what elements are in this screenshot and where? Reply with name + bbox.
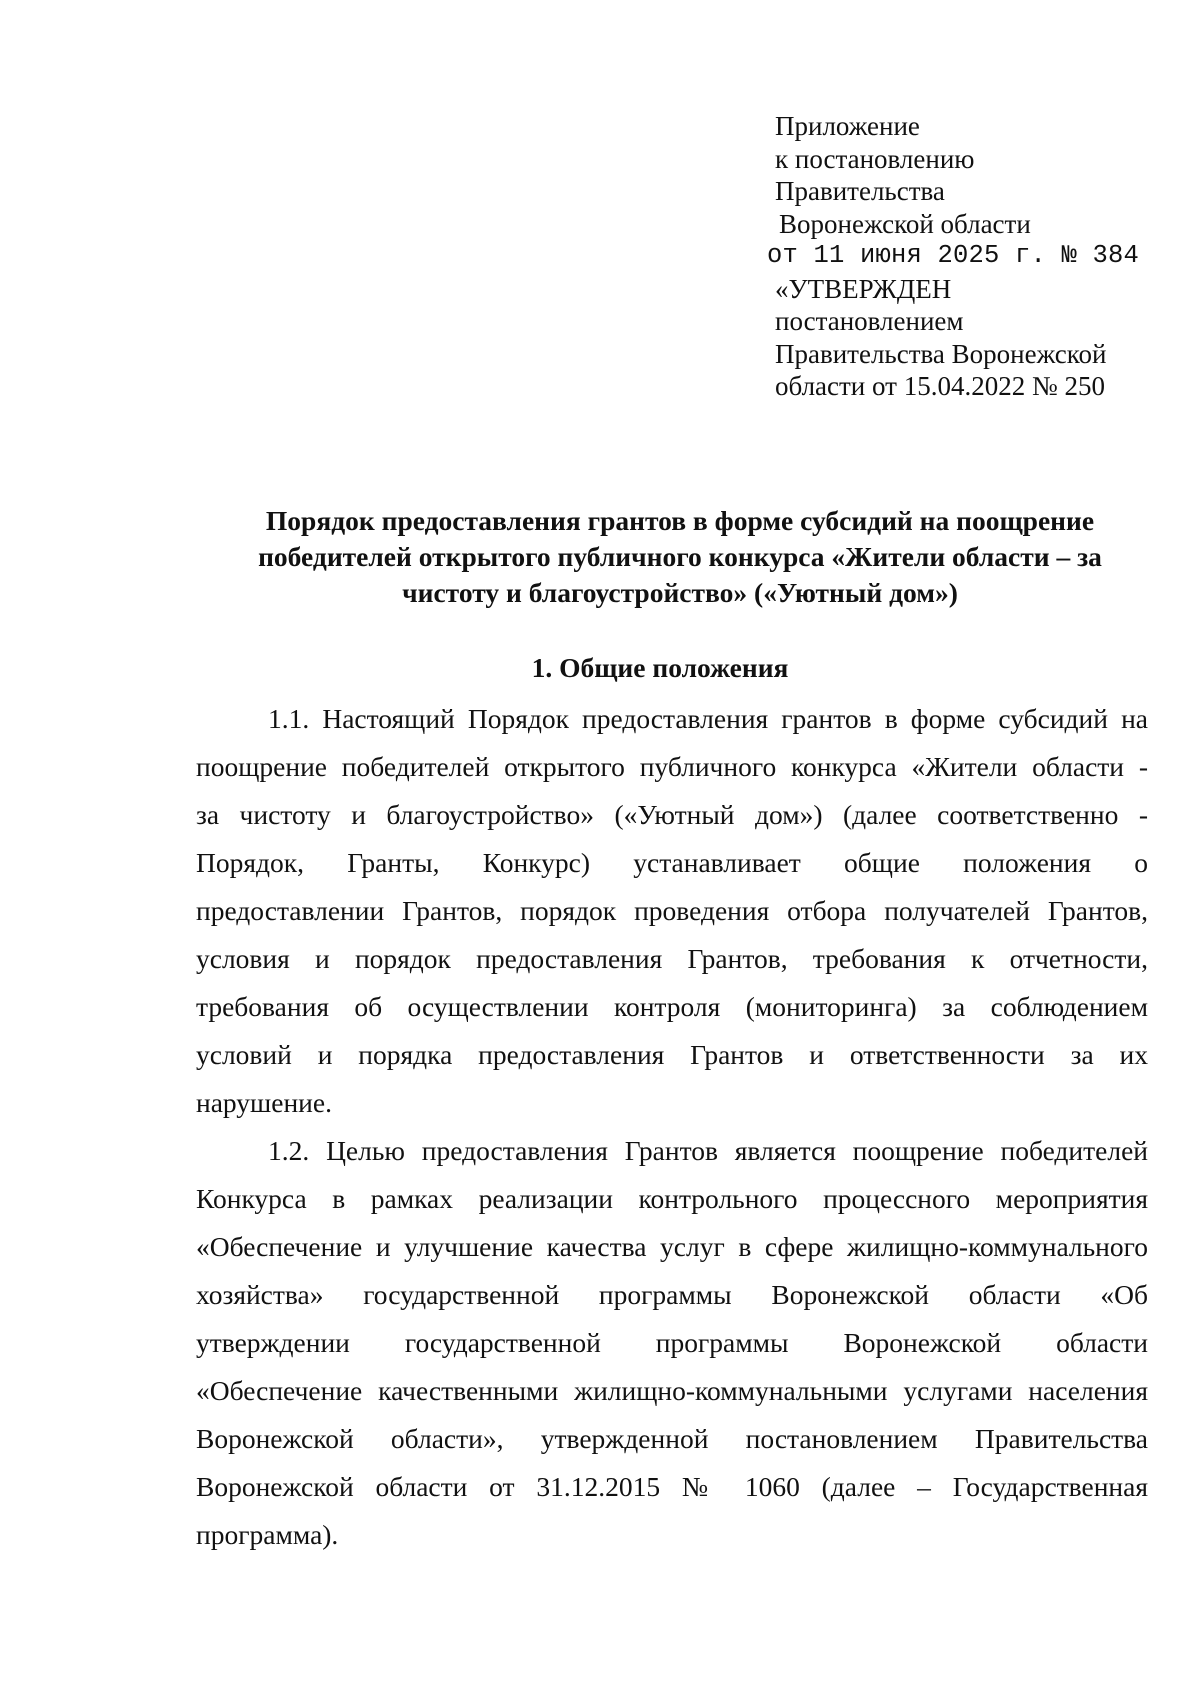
paragraph-line: поощрение победителей открытого публичного конкурса «Жители области - <box>196 751 1148 782</box>
annex-date-number-stamp: от 11 июня 2025 г. № 384 <box>767 241 1140 270</box>
paragraph-line: Воронежской области», утвержденной постановлением Правительства <box>196 1423 1148 1454</box>
section-heading: 1. Общие положения <box>531 652 789 683</box>
paragraph-line: утверждении государственной программы Воронежской области <box>196 1327 1148 1358</box>
paragraph-line: Воронежской области от 31.12.2015 № 1060 (далее – Государственная <box>196 1471 1148 1502</box>
paragraph-line: предоставлении Грантов, порядок проведения отбора получателей Грантов, <box>196 895 1148 926</box>
paragraph-line: хозяйства» государственной программы Воронежской области «Об <box>196 1279 1148 1310</box>
paragraph-line: «Обеспечение качественными жилищно-коммунальными услугами населения <box>196 1375 1148 1406</box>
title-line: чистоту и благоустройство» («Уютный дом») <box>402 577 958 608</box>
annex-to-resolution: к постановлению <box>775 143 975 174</box>
paragraph-line: за чистоту и благоустройство» («Уютный дом») (далее соответственно - <box>196 799 1148 830</box>
paragraph-1-1 <box>196 695 1148 1127</box>
annex-block <box>767 110 1175 403</box>
paragraph-line: Порядок, Гранты, Конкурс) устанавливает общие положения о <box>196 847 1148 878</box>
paragraph-line: требования об осуществлении контроля (мониторинга) за соблюдением <box>196 991 1148 1022</box>
title-line: победителей открытого публичного конкурса «Жители области – за <box>258 541 1102 572</box>
annex-government: Правительства <box>775 176 945 206</box>
approved-date-number: области от 15.04.2022 № 250 <box>775 371 1105 401</box>
approved-government: Правительства Воронежской <box>775 338 1107 369</box>
paragraph-line: нарушение. <box>196 1087 332 1118</box>
paragraph-line: 1.1. Настоящий Порядок предоставления грантов в форме субсидий на <box>268 703 1148 734</box>
approved-label: «УТВЕРЖДЕН <box>775 273 952 304</box>
paragraph-1-2 <box>196 1127 1148 1559</box>
paragraph-line: «Обеспечение и улучшение качества услуг в сфере жилищно-коммунального <box>196 1231 1148 1262</box>
paragraph-line: условия и порядок предоставления Грантов, требования к отчетности, <box>196 943 1148 974</box>
annex-region: Воронежской области <box>779 208 1031 239</box>
approved-by-resolution: постановлением <box>775 306 964 336</box>
title-line: Порядок предоставления грантов в форме субсидий на поощрение <box>265 505 1095 536</box>
paragraph-line: условий и порядка предоставления Грантов и ответственности за их <box>196 1039 1148 1070</box>
annex-label: Приложение <box>775 111 920 141</box>
document-title <box>200 503 1160 611</box>
paragraph-line: 1.2. Целью предоставления Грантов является поощрение победителей <box>268 1135 1148 1166</box>
paragraph-line: Конкурса в рамках реализации контрольного процессного мероприятия <box>196 1183 1148 1214</box>
paragraph-line: программа). <box>196 1519 339 1550</box>
